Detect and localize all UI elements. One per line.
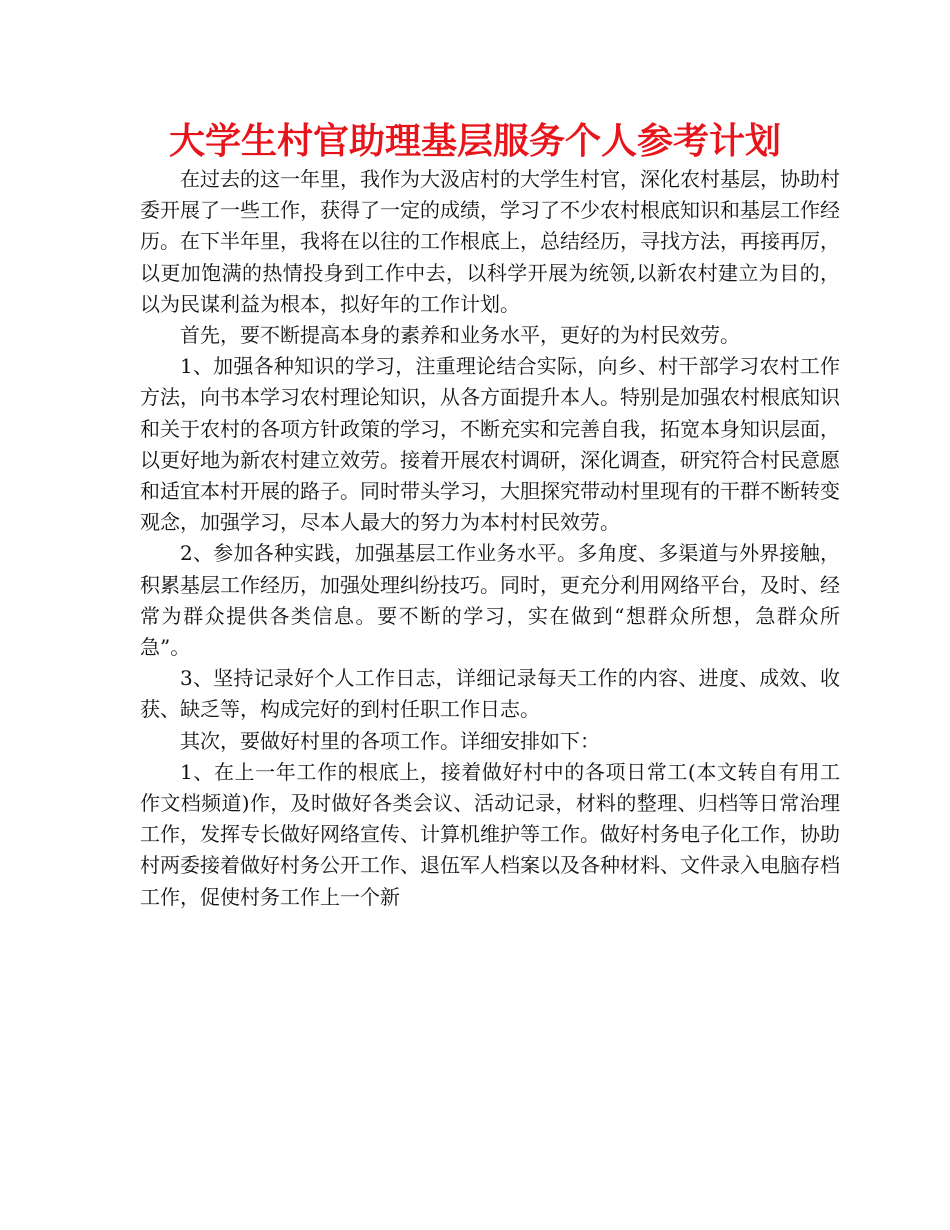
paragraph-first-heading: 首先，要不断提高本身的素养和业务水平，更好的为村民效劳。 <box>180 323 740 348</box>
paragraph-item-2: 2、参加各种实践，加强基层工作业务水平。多角度、多渠道与外界接触，积累基层工作经历，加强处理纠纷技巧。同时，更充分利用网络平台，及时、经常为群众提供各类信息。要不断的学习，实在做到“想群众所想，急群众所急”。 <box>140 541 840 660</box>
paragraph-intro: 在过去的这一年里，我作为大汲店村的大学生村官，深化农村基层，协助村委开展了一些工作，获得了一定的成绩，学习了不少农村根底知识和基层工作经历。在下半年里，我将在以往的工作根底上，总结经历，寻找方法，再接再厉，以更加饱满的热情投身到工作中去，以科学开展为统领,以新农村建立为目的，以为民谋利益为根本，拟好年的工作计划。 <box>140 167 840 316</box>
document-body <box>140 164 840 913</box>
paragraph-item-3: 3、坚持记录好个人工作日志，详细记录每天工作的内容、进度、成效、收获、缺乏等，构成完好的到村任职工作日志。 <box>140 666 840 722</box>
paragraph-item-1: 1、加强各种知识的学习，注重理论结合实际，向乡、村干部学习农村工作方法，向书本学习农村理论知识，从各方面提升本人。特别是加强农村根底知识和关于农村的各项方针政策的学习，不断充实和完善自我，拓宽本身知识层面，以更好地为新农村建立效劳。接着开展农村调研，深化调查，研究符合村民意愿和适宜本村开展的路子。同时带头学习，大胆探究带动村里现有的干群不断转变观念，加强学习，尽本人最大的努力为本村村民效劳。 <box>140 354 840 535</box>
paragraph-work-item-1: 1、在上一年工作的根底上，接着做好村中的各项日常工(本文转自有用工作文档频道)作，及时做好各类会议、活动记录，材料的整理、归档等日常治理工作，发挥专长做好网络宣传、计算机维护等工作。做好村务电子化工作，协助村两委接着做好村务公开工作、退伍军人档案以及各种材料、文件录入电脑存档工作，促使村务工作上一个新 <box>140 759 840 909</box>
paragraph-second-heading: 其次，要做好村里的各项工作。详细安排如下： <box>180 728 600 753</box>
document-title: 大学生村官助理基层服务个人参考计划 <box>168 121 781 162</box>
